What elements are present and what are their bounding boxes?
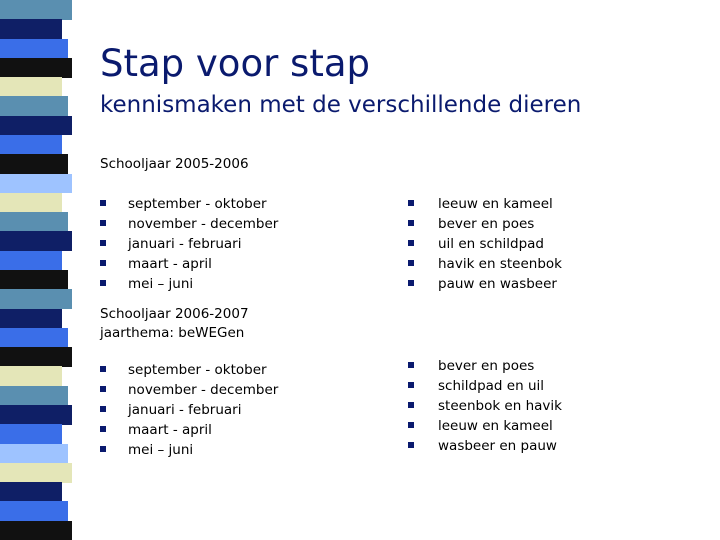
stripe-segment xyxy=(0,193,62,213)
period-label: november - december xyxy=(128,216,279,232)
stripe-segment xyxy=(0,174,72,194)
animal-label: leeuw en kameel xyxy=(438,418,553,434)
list-item xyxy=(408,234,562,254)
list-item xyxy=(408,376,562,396)
stripe-segment xyxy=(0,77,62,97)
square-bullet-icon xyxy=(100,386,106,392)
stripe-segment xyxy=(0,463,72,483)
animal-label: bever en poes xyxy=(438,216,535,232)
list-item xyxy=(100,400,278,420)
stripe-segment xyxy=(0,501,68,521)
stripe-segment xyxy=(0,366,62,386)
square-bullet-icon xyxy=(100,220,106,226)
stripe-segment xyxy=(0,521,72,540)
list-item xyxy=(408,396,562,416)
square-bullet-icon xyxy=(408,422,414,428)
stripe-segment xyxy=(0,482,62,502)
list-item xyxy=(408,416,562,436)
square-bullet-icon xyxy=(408,240,414,246)
period-label: november - december xyxy=(128,382,279,398)
stripe-segment xyxy=(0,386,68,406)
square-bullet-icon xyxy=(100,260,106,266)
square-bullet-icon xyxy=(408,442,414,448)
slide-title: Stap voor stap xyxy=(100,42,371,85)
list-item xyxy=(408,274,562,294)
list-item xyxy=(408,436,562,456)
period-label: maart - april xyxy=(128,256,212,272)
period-label: september - oktober xyxy=(128,196,267,212)
list-item xyxy=(100,440,278,460)
list-item xyxy=(100,274,278,294)
stripe-segment xyxy=(0,231,72,251)
section2-theme: jaarthema: beWEGen xyxy=(100,325,245,341)
stripe-segment xyxy=(0,444,68,464)
square-bullet-icon xyxy=(408,280,414,286)
square-bullet-icon xyxy=(408,362,414,368)
square-bullet-icon xyxy=(408,382,414,388)
section1-heading: Schooljaar 2005-2006 xyxy=(100,156,249,172)
stripe-segment xyxy=(0,289,72,309)
square-bullet-icon xyxy=(100,240,106,246)
stripe-segment xyxy=(0,251,62,271)
list-item xyxy=(100,194,278,214)
section1-period-list xyxy=(100,194,278,294)
stripe-segment xyxy=(0,39,68,59)
stripe-segment xyxy=(0,270,68,290)
stripe-segment xyxy=(0,347,72,367)
list-item xyxy=(100,420,278,440)
stripe-segment xyxy=(0,19,62,39)
section1-animal-list xyxy=(408,194,562,294)
stripe-segment xyxy=(0,405,72,425)
list-item xyxy=(408,214,562,234)
period-label: mei – juni xyxy=(128,276,194,292)
list-item xyxy=(100,234,278,254)
section2-period-list xyxy=(100,360,278,460)
square-bullet-icon xyxy=(408,260,414,266)
stripe-segment xyxy=(0,328,68,348)
square-bullet-icon xyxy=(408,220,414,226)
stripe-segment xyxy=(0,309,62,329)
period-label: maart - april xyxy=(128,422,212,438)
square-bullet-icon xyxy=(100,426,106,432)
list-item xyxy=(100,380,278,400)
animal-label: steenbok en havik xyxy=(438,398,562,414)
section2-heading: Schooljaar 2006-2007 xyxy=(100,306,249,322)
square-bullet-icon xyxy=(100,280,106,286)
animal-label: pauw en wasbeer xyxy=(438,276,557,292)
stripe-segment xyxy=(0,96,68,116)
stripe-segment xyxy=(0,424,62,444)
period-label: mei – juni xyxy=(128,442,194,458)
square-bullet-icon xyxy=(100,366,106,372)
square-bullet-icon xyxy=(100,200,106,206)
stripe-segment xyxy=(0,212,68,232)
list-item xyxy=(408,356,562,376)
list-item xyxy=(100,254,278,274)
stripe-segment xyxy=(0,0,72,20)
slide-subtitle: kennismaken met de verschillende dieren xyxy=(100,92,582,118)
list-item xyxy=(100,360,278,380)
period-label: september - oktober xyxy=(128,362,267,378)
square-bullet-icon xyxy=(408,402,414,408)
animal-label: uil en schildpad xyxy=(438,236,544,252)
animal-label: bever en poes xyxy=(438,358,535,374)
animal-label: wasbeer en pauw xyxy=(438,438,557,454)
period-label: januari - februari xyxy=(128,236,242,252)
stripe-segment xyxy=(0,154,68,174)
square-bullet-icon xyxy=(100,406,106,412)
decorative-stripe-bar xyxy=(0,0,72,540)
section2-animal-list xyxy=(408,356,562,456)
square-bullet-icon xyxy=(100,446,106,452)
period-label: januari - februari xyxy=(128,402,242,418)
animal-label: schildpad en uil xyxy=(438,378,544,394)
stripe-segment xyxy=(0,135,62,155)
list-item xyxy=(408,194,562,214)
list-item xyxy=(100,214,278,234)
stripe-segment xyxy=(0,116,72,136)
animal-label: havik en steenbok xyxy=(438,256,562,272)
stripe-segment xyxy=(0,58,72,78)
square-bullet-icon xyxy=(408,200,414,206)
animal-label: leeuw en kameel xyxy=(438,196,553,212)
list-item xyxy=(408,254,562,274)
